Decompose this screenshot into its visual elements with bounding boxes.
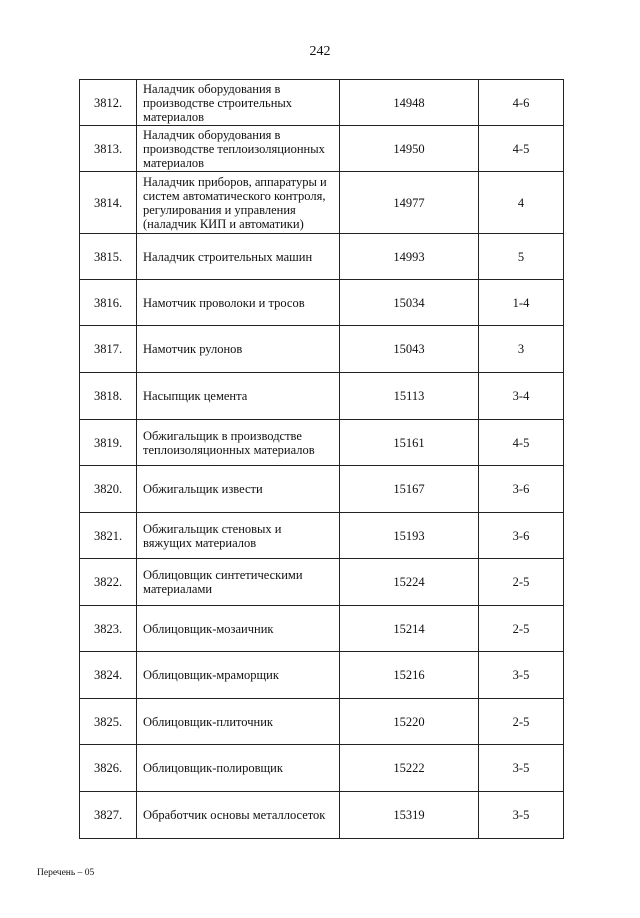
profession-title: Облицовщик-полировщик — [137, 745, 340, 792]
profession-code: 15193 — [340, 513, 479, 559]
row-number: 3826. — [80, 745, 137, 792]
row-number: 3818. — [80, 373, 137, 420]
grade-range: 3-6 — [479, 466, 564, 513]
row-number: 3814. — [80, 172, 137, 234]
profession-code: 15220 — [340, 699, 479, 745]
table-row — [80, 652, 564, 699]
profession-title: Насыпщик цемента — [137, 373, 340, 420]
grade-range: 5 — [479, 234, 564, 280]
table-row — [80, 792, 564, 839]
grade-range: 3 — [479, 326, 564, 373]
grade-range: 3-6 — [479, 513, 564, 559]
profession-code: 15043 — [340, 326, 479, 373]
table-row — [80, 80, 564, 126]
row-number: 3819. — [80, 420, 137, 466]
grade-range: 2-5 — [479, 699, 564, 745]
row-number: 3817. — [80, 326, 137, 373]
profession-title: Наладчик оборудования в производстве строительных материалов — [137, 80, 340, 126]
row-number: 3827. — [80, 792, 137, 839]
profession-title: Обжигальщик стеновых и вяжущих материалов — [137, 513, 340, 559]
table-row — [80, 326, 564, 373]
row-number: 3813. — [80, 126, 137, 172]
profession-title: Облицовщик синтетическими материалами — [137, 559, 340, 606]
grade-range: 2-5 — [479, 606, 564, 652]
profession-title: Наладчик строительных машин — [137, 234, 340, 280]
profession-title: Наладчик оборудования в производстве теплоизоляционных материалов — [137, 126, 340, 172]
table-row — [80, 466, 564, 513]
table-row — [80, 513, 564, 559]
profession-title: Облицовщик-мраморщик — [137, 652, 340, 699]
profession-code: 15161 — [340, 420, 479, 466]
profession-code: 15214 — [340, 606, 479, 652]
profession-code: 15319 — [340, 792, 479, 839]
grade-range: 4-6 — [479, 80, 564, 126]
profession-code: 15222 — [340, 745, 479, 792]
profession-code: 15224 — [340, 559, 479, 606]
table-row — [80, 559, 564, 606]
grade-range: 3-5 — [479, 792, 564, 839]
profession-code: 14948 — [340, 80, 479, 126]
profession-code: 14950 — [340, 126, 479, 172]
grade-range: 3-5 — [479, 745, 564, 792]
profession-title: Обработчик основы металлосеток — [137, 792, 340, 839]
profession-title: Намотчик рулонов — [137, 326, 340, 373]
profession-code: 14993 — [340, 234, 479, 280]
grade-range: 4 — [479, 172, 564, 234]
row-number: 3815. — [80, 234, 137, 280]
profession-title: Обжигальщик в производстве теплоизоляционных материалов — [137, 420, 340, 466]
profession-table — [79, 79, 564, 839]
profession-title: Облицовщик-плиточник — [137, 699, 340, 745]
grade-range: 1-4 — [479, 280, 564, 326]
grade-range: 3-4 — [479, 373, 564, 420]
row-number: 3812. — [80, 80, 137, 126]
grade-range: 4-5 — [479, 420, 564, 466]
table-row — [80, 373, 564, 420]
row-number: 3824. — [80, 652, 137, 699]
row-number: 3822. — [80, 559, 137, 606]
profession-code: 15034 — [340, 280, 479, 326]
table-row — [80, 234, 564, 280]
grade-range: 2-5 — [479, 559, 564, 606]
profession-title: Намотчик проволоки и тросов — [137, 280, 340, 326]
profession-code: 15167 — [340, 466, 479, 513]
row-number: 3816. — [80, 280, 137, 326]
footer-label: Перечень – 05 — [37, 868, 95, 878]
table-row — [80, 606, 564, 652]
profession-title: Облицовщик-мозаичник — [137, 606, 340, 652]
grade-range: 4-5 — [479, 126, 564, 172]
row-number: 3821. — [80, 513, 137, 559]
profession-title: Наладчик приборов, аппаратуры и систем автоматического контроля, регулирования и управления (наладчик КИП и автоматики) — [137, 172, 340, 234]
row-number: 3823. — [80, 606, 137, 652]
table-row — [80, 420, 564, 466]
profession-code: 14977 — [340, 172, 479, 234]
profession-code: 15113 — [340, 373, 479, 420]
profession-code: 15216 — [340, 652, 479, 699]
table-row — [80, 699, 564, 745]
row-number: 3825. — [80, 699, 137, 745]
table-row — [80, 280, 564, 326]
table-row — [80, 172, 564, 234]
row-number: 3820. — [80, 466, 137, 513]
grade-range: 3-5 — [479, 652, 564, 699]
page-number: 242 — [309, 44, 331, 59]
table-row — [80, 126, 564, 172]
table-row — [80, 745, 564, 792]
profession-title: Обжигальщик извести — [137, 466, 340, 513]
